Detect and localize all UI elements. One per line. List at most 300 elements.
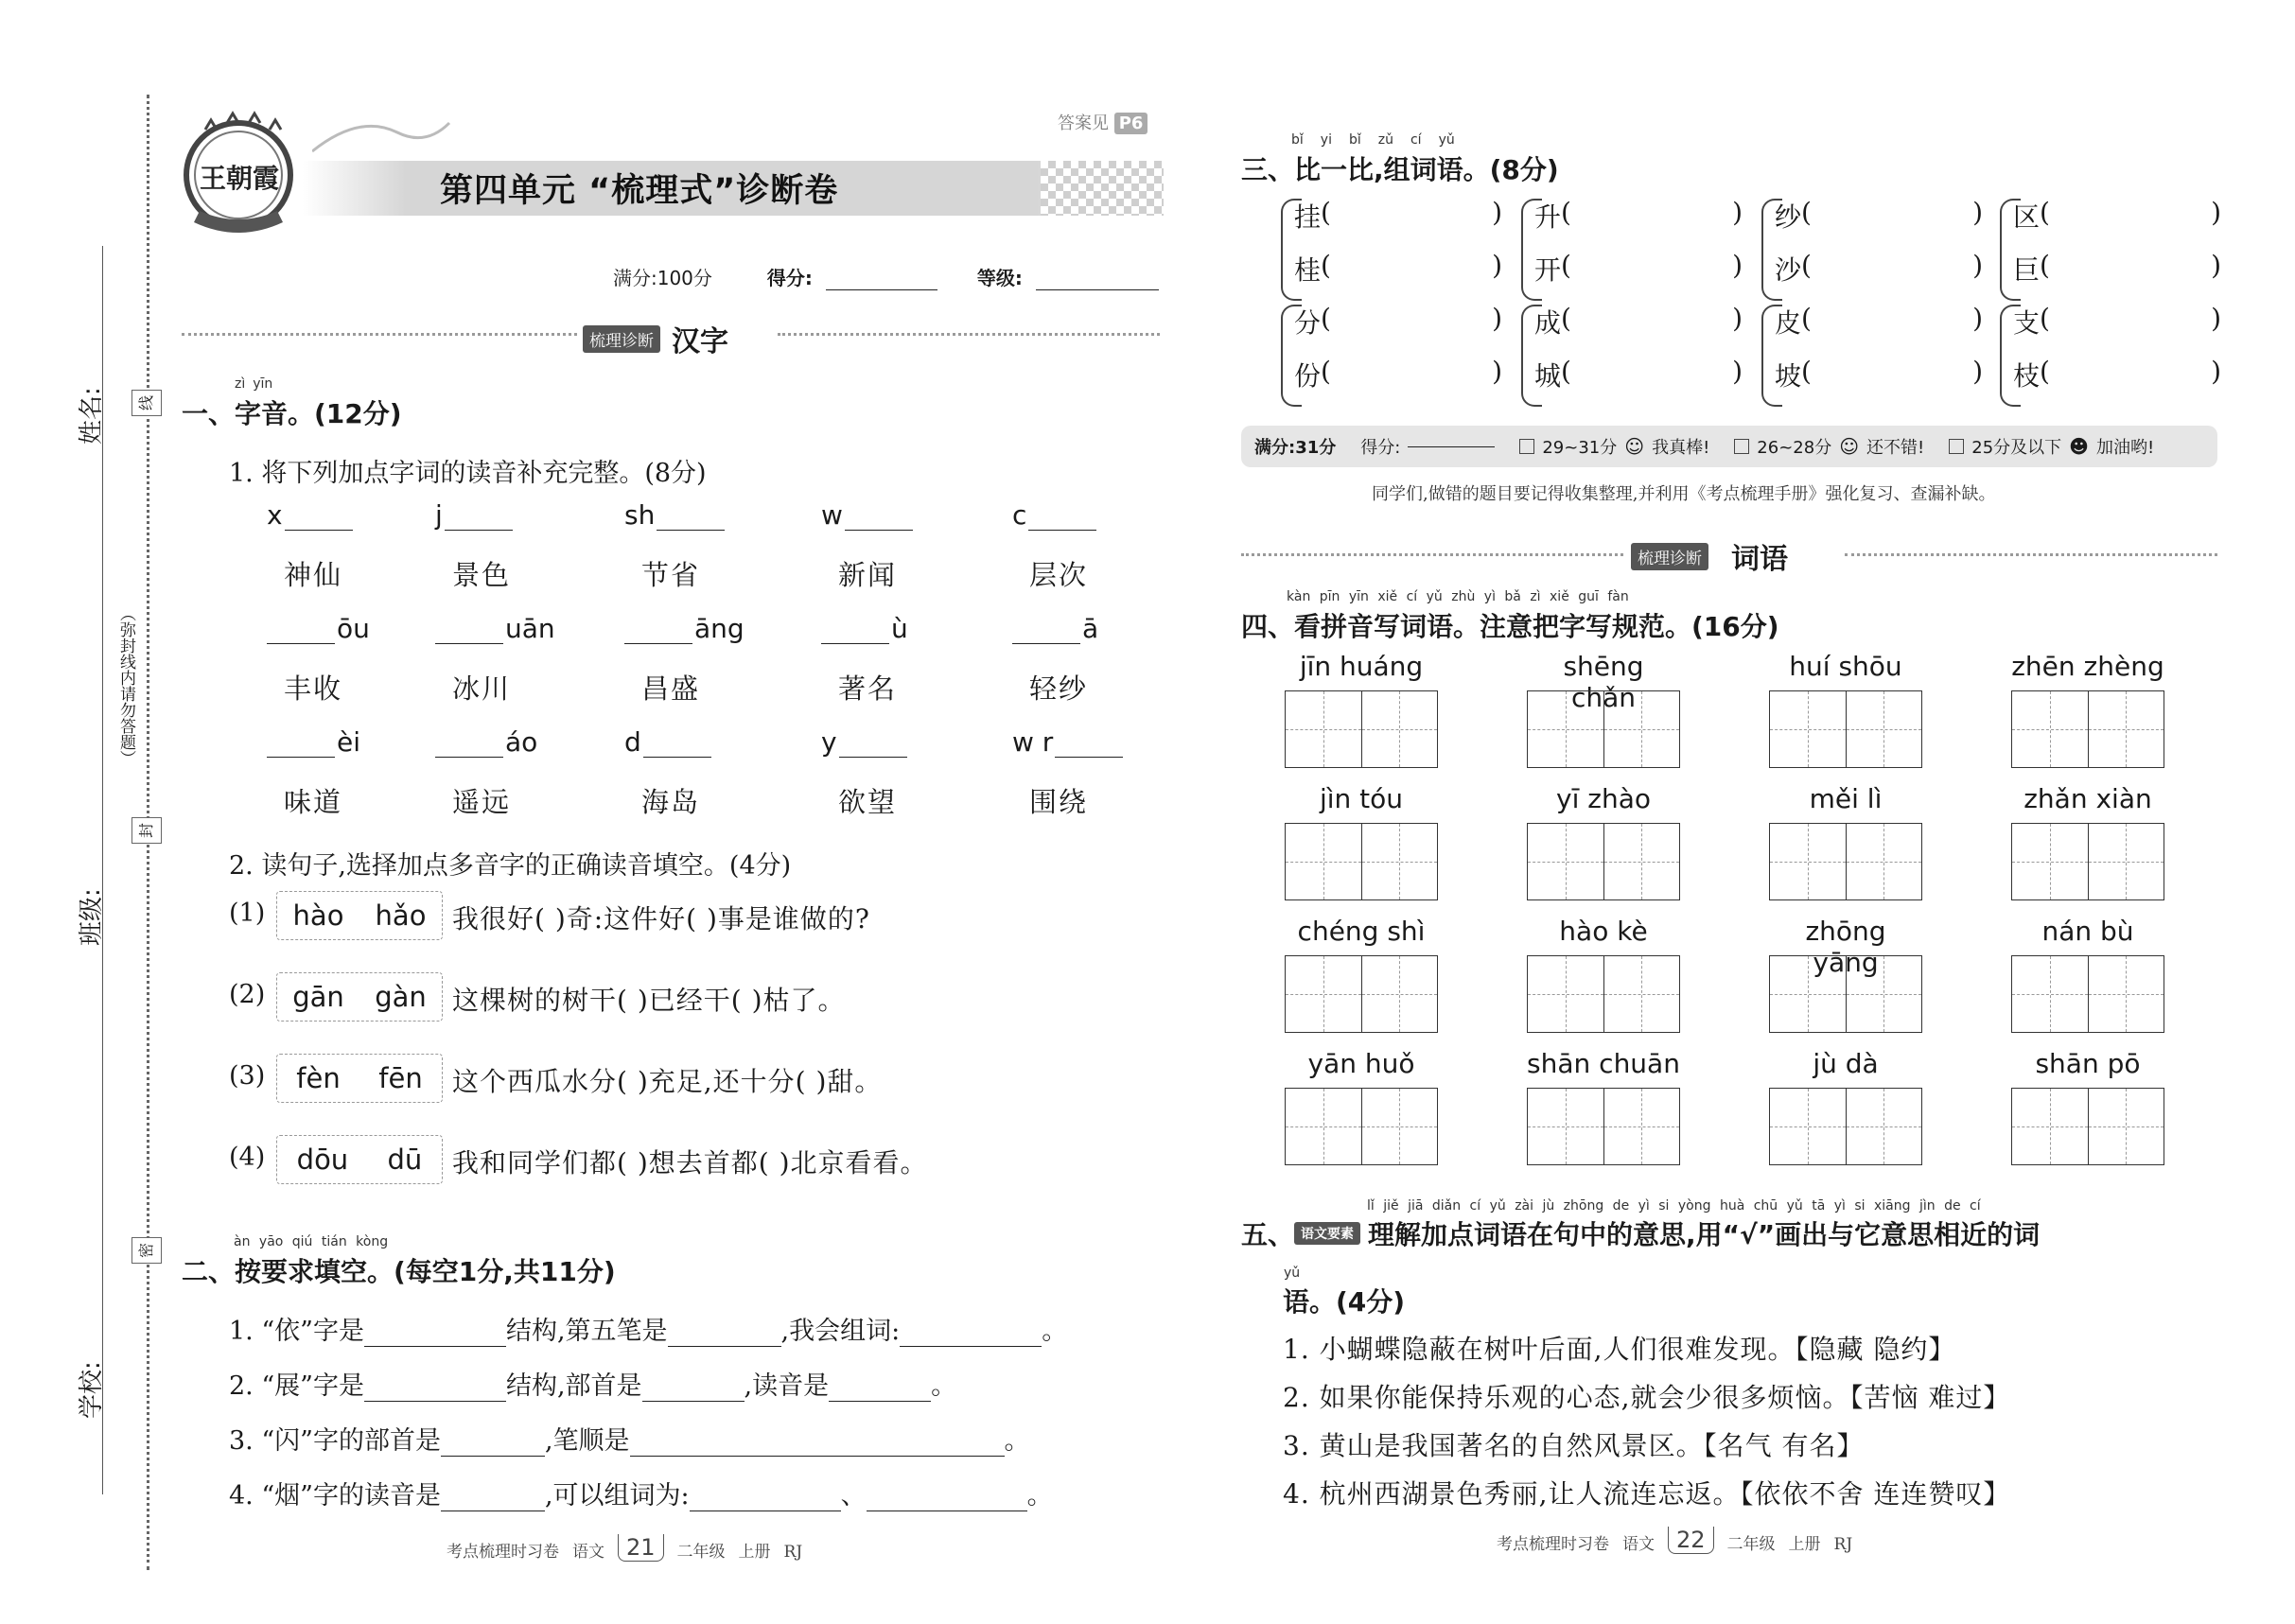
answer-blank[interactable]: [364, 1346, 506, 1347]
pinyin: bǐ: [1348, 132, 1361, 148]
scorebar-opt3-text: 加油哟!: [2096, 438, 2155, 458]
q1-title: 一、字音。(12分): [182, 398, 402, 429]
pinyin-word: jīn huáng: [1299, 651, 1424, 682]
answer-blank[interactable]: [285, 502, 353, 531]
compare-char: 桂: [1294, 254, 1322, 286]
answer-blank[interactable]: [1012, 616, 1080, 644]
pinyin-blank[interactable]: [267, 499, 353, 531]
footer-term: 上册: [738, 1543, 771, 1562]
footer-book: 考点梳理时习卷: [1497, 1535, 1609, 1554]
answer-paren[interactable]: ( ): [1801, 250, 1983, 281]
grid-cell[interactable]: [1847, 824, 1922, 899]
grid-cell[interactable]: [1286, 691, 1362, 767]
q2-text: 。: [1026, 1481, 1053, 1510]
grid-cell[interactable]: [1770, 1089, 1847, 1164]
grade-label: 等级:: [976, 267, 1023, 289]
class-label: 班级:: [78, 888, 106, 946]
answer-blank[interactable]: [668, 1346, 781, 1347]
scorebar-note: 同学们,做错的题目要记得收集整理,并利用《考点梳理手册》强化复习、查漏补缺。: [1372, 484, 1996, 504]
grid-cell[interactable]: [1362, 691, 1438, 767]
compare-row: [2013, 197, 2221, 235]
compare-char: 坡: [1775, 360, 1802, 392]
pinyin-hint: j: [435, 499, 443, 531]
pinyin-word: zhǎn xiàn: [2023, 783, 2152, 814]
pinyin-blank[interactable]: [1012, 499, 1096, 531]
pinyin-word: huí shōu: [1789, 651, 1902, 682]
grid-cell[interactable]: [2012, 956, 2089, 1032]
pinyin-options: [276, 891, 443, 940]
answer-blank[interactable]: [445, 502, 513, 531]
pinyin-blank[interactable]: [624, 613, 745, 644]
q2-item-1: [229, 1310, 1067, 1347]
pinyin-word: chéng shì: [1297, 916, 1426, 947]
answer-blank[interactable]: [643, 729, 711, 758]
tian-grid[interactable]: [2011, 955, 2164, 1033]
compare-char: 皮: [1775, 307, 1802, 339]
grid-cell[interactable]: [2089, 824, 2164, 899]
scorebar-score-label: 得分:: [1360, 438, 1401, 458]
answer-paren[interactable]: ( ): [1321, 250, 1502, 281]
answer-paren[interactable]: ( ): [1801, 303, 1983, 334]
tian-grid[interactable]: [2011, 1088, 2164, 1165]
q1-sub1: 1. 将下列加点字词的读音补充完整。(8分): [229, 459, 707, 488]
compare-char: 区: [2013, 201, 2041, 233]
grid-cell[interactable]: [1604, 824, 1680, 899]
pinyin-blank[interactable]: [1012, 613, 1098, 644]
tian-grid[interactable]: [1527, 690, 1680, 768]
q5-sentence: 2. 如果你能保持乐观的心态,就会少很多烦恼。【苦恼 难过】: [1283, 1382, 2011, 1413]
item-number: (4): [229, 1143, 266, 1172]
pinyin-option: hǎo: [375, 899, 427, 932]
pinyin-options: [276, 1135, 443, 1184]
pinyin-options: [276, 1054, 443, 1103]
word: 轻纱: [1029, 672, 1089, 705]
grid-cell[interactable]: [1286, 824, 1362, 899]
sentence: 这棵树的树干( )已经干( )枯了。: [452, 985, 846, 1016]
divider-left: [1241, 553, 1623, 556]
compare-row: [1294, 356, 1502, 393]
grid-cell[interactable]: [1604, 956, 1680, 1032]
pinyin-blank[interactable]: [624, 726, 711, 758]
grid-cell[interactable]: [1847, 1089, 1922, 1164]
pinyin-blank[interactable]: [821, 726, 907, 758]
q2-text: 。: [1042, 1317, 1068, 1346]
answer-ref-label: 答案见: [1058, 114, 1109, 133]
q2-title: 二、按要求填空。(每空1分,共11分): [182, 1256, 616, 1287]
compare-char: 成: [1534, 307, 1562, 339]
divider-left: [182, 333, 577, 336]
answer-blank[interactable]: [829, 1401, 931, 1402]
answer-blank[interactable]: [1055, 729, 1123, 758]
pinyin-word: shān chuān: [1527, 1048, 1680, 1079]
q5-sentence: 1. 小蝴蝶隐蔽在树叶后面,人们很难发现。【隐藏 隐约】: [1283, 1334, 1956, 1365]
pinyin-hint: x: [267, 499, 283, 531]
answer-paren[interactable]: ( ): [2040, 303, 2221, 334]
page-number: 21: [618, 1534, 664, 1562]
tian-grid[interactable]: [1285, 955, 1438, 1033]
word: 海岛: [641, 786, 701, 818]
q2-item-4: [229, 1475, 1053, 1511]
full-score: 满分:100分: [613, 267, 712, 289]
pinyin: zì: [235, 376, 246, 392]
grid-cell[interactable]: [1362, 956, 1438, 1032]
score-line: [613, 263, 1159, 290]
pinyin-word: jù dà: [1813, 1048, 1879, 1079]
q2-pinyin: àn yāo qiú tián kòng: [234, 1234, 389, 1249]
grid-cell[interactable]: [1770, 691, 1847, 767]
answer-blank[interactable]: [267, 729, 335, 758]
compare-row: [1534, 356, 1743, 393]
scorebar-opt1: 29~31分: [1542, 438, 1618, 458]
q2-text: 、: [840, 1481, 867, 1510]
word: 遥远: [452, 786, 512, 818]
q5-num: 五、: [1241, 1219, 1295, 1250]
scorebar-opt2-text: 还不错!: [1866, 438, 1925, 458]
footer-edition: RJ: [1833, 1535, 1853, 1554]
answer-blank[interactable]: [435, 729, 503, 758]
q1-sub2: 2. 读句子,选择加点多音字的正确读音填空。(4分): [229, 851, 792, 881]
tian-grid[interactable]: [1285, 690, 1438, 768]
grid-cell[interactable]: [1286, 1089, 1362, 1164]
compare-row: [2013, 250, 2221, 288]
answer-paren[interactable]: ( ): [1321, 356, 1502, 387]
banner-checker: [1041, 161, 1164, 216]
pinyin-hint: d: [624, 726, 641, 758]
grid-cell[interactable]: [1847, 956, 1922, 1032]
grid-cell[interactable]: [1286, 956, 1362, 1032]
page-number: 22: [1668, 1527, 1714, 1554]
q5-pinyin: lǐ jiě jiā diǎn cí yǔ zài jù zhōng de yì si yòng huà chū yǔ tā yì si xiāng jìn de cí: [1367, 1198, 1981, 1214]
compare-row: [1294, 303, 1502, 341]
sentence: 我很好( )奇:这件好( )事是谁做的?: [452, 903, 870, 934]
grid-cell[interactable]: [1362, 824, 1438, 899]
section-title: 汉字: [672, 325, 728, 358]
answer-blank[interactable]: [630, 1456, 1005, 1457]
tian-grid[interactable]: [1769, 823, 1922, 900]
grid-cell[interactable]: [2012, 691, 2089, 767]
section-header-hanzi: [583, 318, 728, 359]
compare-char: 支: [2013, 307, 2041, 339]
q2-text: 结构,部首是: [505, 1371, 642, 1401]
pinyin-blank[interactable]: [821, 613, 908, 644]
word: 景色: [452, 559, 512, 591]
answer-paren[interactable]: ( ): [2040, 250, 2221, 281]
scorebar-opt3: 25分及以下: [1971, 438, 2062, 458]
word: 昌盛: [641, 672, 701, 705]
pinyin: yi: [1320, 132, 1332, 148]
pinyin-option: gàn: [375, 981, 427, 1013]
footer-term: 上册: [1788, 1535, 1821, 1554]
q2-text: 4. “烟”字的读音是: [229, 1481, 441, 1510]
compare-char: 纱: [1775, 201, 1802, 233]
compare-char: 枝: [2013, 360, 2041, 392]
q2-text: 1. “依”字是: [229, 1317, 364, 1346]
pinyin-word: hào kè: [1559, 916, 1648, 947]
grid-cell[interactable]: [2089, 691, 2164, 767]
answer-blank[interactable]: [867, 1510, 1027, 1511]
tian-grid[interactable]: [2011, 823, 2164, 900]
answer-blank[interactable]: [821, 616, 889, 644]
q2-text: 2. “展”字是: [229, 1371, 364, 1401]
footer-subject: 语文: [1622, 1535, 1655, 1554]
name-label: 姓名:: [78, 387, 106, 445]
pinyin-blank[interactable]: [435, 613, 555, 644]
pinyin-word: zhēn zhèng: [2011, 651, 2164, 682]
q2-text: 。: [1004, 1426, 1030, 1456]
pinyin-option: gān: [292, 981, 344, 1013]
q5-sentence: 4. 杭州西湖景色秀丽,让人流连忘返。【依依不舍 连连赞叹】: [1283, 1478, 2011, 1510]
grid-cell[interactable]: [2089, 956, 2164, 1032]
compare-char: 升: [1534, 201, 1562, 233]
footer-grade: 二年级: [1726, 1535, 1776, 1554]
answer-paren[interactable]: ( ): [2040, 356, 2221, 387]
q1-pinyin: [235, 377, 272, 391]
compare-row: [1534, 250, 1743, 288]
logo-text: 王朝霞: [199, 163, 279, 194]
scorebar-full: 满分:31分: [1254, 438, 1337, 458]
pinyin-hint: āng: [694, 613, 745, 644]
scorebar-blank[interactable]: [1408, 446, 1495, 447]
compare-char: 开: [1534, 254, 1562, 286]
cheer-face-icon: ☻: [2069, 435, 2090, 458]
section-title: 词语: [1731, 543, 1788, 576]
q3-pinyin: [1291, 133, 1455, 147]
q2-text: ,可以组词为:: [544, 1481, 690, 1510]
compare-char: 份: [1294, 360, 1322, 392]
answer-blank[interactable]: [900, 1346, 1042, 1347]
grid-cell[interactable]: [1770, 824, 1847, 899]
pinyin-hint: èi: [337, 726, 361, 758]
seal-note: （弥封线内请勿答题）: [116, 605, 135, 766]
grid-cell[interactable]: [1770, 956, 1847, 1032]
page-title: 第四单元 “梳理式”诊断卷: [440, 172, 839, 210]
grid-cell[interactable]: [1528, 956, 1604, 1032]
pinyin-blank[interactable]: [435, 726, 537, 758]
item-number: (2): [229, 980, 266, 1009]
checkbox[interactable]: [1519, 439, 1534, 454]
answer-paren[interactable]: ( ): [1561, 303, 1743, 334]
tian-grid[interactable]: [1285, 823, 1438, 900]
q2-item-2: [229, 1365, 956, 1402]
score-label: 得分:: [766, 267, 813, 289]
grid-cell[interactable]: [1528, 824, 1604, 899]
pinyin-word: jìn tóu: [1319, 783, 1404, 814]
answer-paren[interactable]: ( ): [1561, 197, 1743, 228]
compare-char: 城: [1534, 360, 1562, 392]
word: 冰川: [452, 672, 512, 705]
grid-cell[interactable]: [1604, 1089, 1680, 1164]
word: 味道: [284, 786, 343, 818]
tian-grid[interactable]: [1285, 1088, 1438, 1165]
pinyin-hint: ā: [1082, 613, 1099, 644]
q2-text: ,我会组词:: [780, 1317, 901, 1346]
pinyin-option: dōu: [296, 1144, 349, 1176]
pinyin-hint: sh: [624, 499, 656, 531]
compare-char: 沙: [1775, 254, 1802, 286]
answer-blank[interactable]: [839, 729, 907, 758]
answer-blank[interactable]: [624, 616, 692, 644]
footer-grade: 二年级: [676, 1543, 726, 1562]
q5-title: [1241, 1214, 2040, 1252]
answer-blank[interactable]: [690, 1510, 841, 1511]
pinyin-blank[interactable]: [267, 613, 370, 644]
pinyin-hint: ōu: [337, 613, 370, 644]
section-tag: 梳理诊断: [583, 325, 660, 353]
q4-pinyin: kàn pīn yīn xiě cí yǔ zhù yì bǎ zì xiě guī fàn: [1287, 589, 1629, 604]
score-blank[interactable]: [826, 289, 937, 290]
tian-grid[interactable]: [1527, 823, 1680, 900]
answer-page-badge: P6: [1114, 113, 1148, 134]
tian-grid[interactable]: [1769, 955, 1922, 1033]
mark-line: 线: [131, 390, 162, 416]
grid-cell[interactable]: [2012, 824, 2089, 899]
tian-grid[interactable]: [1527, 1088, 1680, 1165]
compare-char: 挂: [1294, 201, 1322, 233]
pinyin-blank[interactable]: [267, 726, 360, 758]
pinyin-hint: w: [821, 499, 843, 531]
answer-paren[interactable]: ( ): [1321, 197, 1502, 228]
q4-title: 四、看拼音写词语。注意把字写规范。(16分): [1241, 611, 1779, 642]
pinyin-word: nán bù: [2041, 916, 2134, 947]
footer-subject: 语文: [572, 1543, 604, 1562]
pinyin-word: zhōng yāng: [1805, 916, 1886, 978]
answer-blank[interactable]: [1028, 502, 1096, 531]
grid-cell[interactable]: [1528, 691, 1604, 767]
q2-text: ,读音是: [744, 1371, 830, 1401]
grid-cell[interactable]: [1362, 1089, 1438, 1164]
compare-row: [1775, 250, 1983, 288]
word: 节省: [641, 559, 701, 591]
grid-cell[interactable]: [1528, 1089, 1604, 1164]
compare-char: 分: [1294, 307, 1322, 339]
answer-paren[interactable]: ( ): [1321, 303, 1502, 334]
q2-text: 结构,第五笔是: [505, 1317, 668, 1346]
grid-cell[interactable]: [2012, 1089, 2089, 1164]
grid-cell[interactable]: [2089, 1089, 2164, 1164]
pinyin-word: yī zhào: [1556, 783, 1651, 814]
pinyin-hint: c: [1012, 499, 1027, 531]
pinyin: yǔ: [1438, 132, 1455, 148]
pinyin-word: měi lì: [1809, 783, 1883, 814]
compare-row: [1294, 250, 1502, 288]
tian-grid[interactable]: [1769, 1088, 1922, 1165]
pinyin-blank[interactable]: [821, 499, 913, 531]
pinyin-blank[interactable]: [435, 499, 513, 531]
compare-row: [2013, 303, 2221, 341]
q3-title: 三、比一比,组词语。(8分): [1241, 154, 1559, 185]
tian-grid[interactable]: [1769, 690, 1922, 768]
scorebar-opt2: 26~28分: [1757, 438, 1832, 458]
pinyin-hint: w r: [1012, 726, 1054, 758]
answer-blank[interactable]: [845, 502, 913, 531]
answer-blank[interactable]: [435, 616, 503, 644]
ribbon-decoration: [312, 104, 454, 161]
pinyin-option: fèn: [296, 1062, 341, 1094]
word: 欲望: [838, 786, 898, 818]
pinyin: zǔ: [1377, 132, 1393, 148]
answer-blank[interactable]: [364, 1401, 506, 1402]
pinyin-option: dū: [387, 1144, 423, 1176]
tian-grid[interactable]: [2011, 690, 2164, 768]
scorebar-opt1-text: 我真棒!: [1652, 438, 1710, 458]
footer-edition: RJ: [783, 1543, 803, 1562]
q2-text: 3. “闪”字的部首是: [229, 1426, 441, 1456]
answer-blank[interactable]: [642, 1401, 745, 1402]
pinyin-word: shēng chǎn: [1563, 651, 1644, 713]
pinyin-hint: uān: [505, 613, 555, 644]
compare-row: [2013, 356, 2221, 393]
grid-cell[interactable]: [1847, 691, 1922, 767]
section-header-ciyu: [1631, 535, 1788, 577]
grade-blank[interactable]: [1036, 289, 1159, 290]
grid-cell[interactable]: [1604, 691, 1680, 767]
answer-blank[interactable]: [657, 502, 725, 531]
q5-tag: 语文要素: [1294, 1222, 1360, 1245]
pinyin-blank[interactable]: [1012, 726, 1123, 758]
answer-paren[interactable]: ( ): [2040, 197, 2221, 228]
compare-row: [1534, 303, 1743, 341]
answer-paren[interactable]: ( ): [1801, 197, 1983, 228]
footer-left: [447, 1534, 802, 1562]
binding-margin: [0, 0, 161, 1624]
school-label: 学校:: [78, 1361, 106, 1419]
compare-row: [1775, 197, 1983, 235]
neutral-face-icon: ☺: [1839, 435, 1860, 458]
pinyin-option: hào: [292, 899, 344, 932]
pinyin-word: yān huǒ: [1307, 1048, 1415, 1079]
answer-paren[interactable]: ( ): [1801, 356, 1983, 387]
word: 神仙: [284, 559, 343, 591]
word: 著名: [838, 672, 898, 705]
compare-row: [1775, 303, 1983, 341]
q2-text: ,笔顺是: [544, 1426, 630, 1456]
compare-row: [1534, 197, 1743, 235]
answer-paren[interactable]: ( ): [1561, 356, 1743, 387]
pinyin-blank[interactable]: [624, 499, 725, 531]
answer-paren[interactable]: ( ): [1561, 250, 1743, 281]
q2-text: 。: [931, 1371, 957, 1401]
section-tag: 梳理诊断: [1631, 543, 1708, 570]
answer-blank[interactable]: [267, 616, 335, 644]
q2-item-3: [229, 1420, 1030, 1457]
sentence: 这个西瓜水分( )充足,还十分( )甜。: [452, 1066, 883, 1097]
answer-blank[interactable]: [441, 1456, 545, 1457]
mark-secret: 密: [131, 1237, 162, 1264]
q5-pinyin-2: yǔ: [1284, 1266, 1301, 1281]
compare-char: 巨: [2013, 254, 2041, 286]
logo: [175, 109, 303, 236]
word: 丰收: [284, 672, 343, 705]
answer-blank[interactable]: [441, 1510, 545, 1511]
answer-ref: [1058, 110, 1148, 134]
tian-grid[interactable]: [1527, 955, 1680, 1033]
word: 新闻: [838, 559, 898, 591]
pinyin: bǐ: [1291, 132, 1304, 148]
q5-title-cont: 语。(4分): [1283, 1286, 1406, 1318]
pinyin-hint: y: [821, 726, 837, 758]
checkbox[interactable]: [1734, 439, 1749, 454]
divider-right: [778, 333, 1160, 336]
mark-seal: 封: [131, 817, 162, 844]
pinyin-hint: ù: [891, 613, 908, 644]
item-number: (3): [229, 1061, 266, 1091]
pinyin-word: shān pō: [2035, 1048, 2141, 1079]
pinyin: yīn: [253, 376, 273, 392]
sentence: 我和同学们都( )想去首都( )北京看看。: [452, 1147, 928, 1179]
checkbox[interactable]: [1949, 439, 1964, 454]
pinyin-hint: áo: [505, 726, 538, 758]
divider-right: [1845, 553, 2217, 556]
